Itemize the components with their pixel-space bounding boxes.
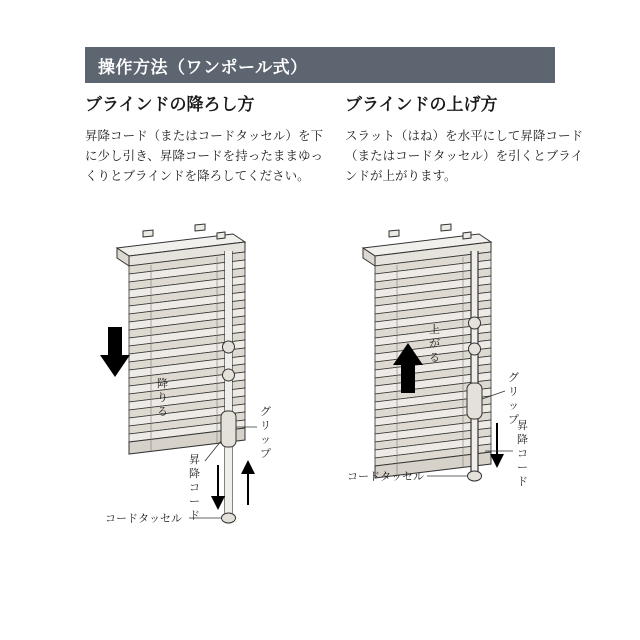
illustration-lower-blind bbox=[85, 215, 335, 545]
svg-text:降: 降 bbox=[189, 468, 200, 480]
section-header-bar bbox=[85, 47, 555, 83]
svg-text:ド: ド bbox=[189, 510, 200, 522]
grip-body bbox=[221, 411, 236, 447]
svg-text:り: り bbox=[157, 392, 168, 404]
cord-tassel bbox=[468, 471, 482, 481]
label-raise-arrow-text bbox=[429, 322, 440, 364]
svg-text:プ: プ bbox=[508, 414, 519, 426]
lower-blind-drawing bbox=[85, 215, 335, 545]
heading-raise-blind: ブラインドの上げ方 bbox=[345, 95, 498, 114]
svg-text:昇: 昇 bbox=[517, 420, 528, 432]
svg-text:る: る bbox=[157, 406, 168, 418]
column-lower-blind bbox=[85, 92, 323, 186]
svg-text:ー: ー bbox=[517, 462, 528, 474]
label-grip bbox=[508, 371, 519, 426]
raise-blind-drawing bbox=[345, 215, 595, 545]
svg-text:リ: リ bbox=[260, 420, 271, 432]
section-header-title: 操作方法（ワンポール式） bbox=[98, 57, 308, 77]
body-lower-blind: 昇降コード（またはコードタッセル）を下に少し引き、昇降コードを持ったままゆっくりとブラインドを降ろしてください。 bbox=[85, 129, 323, 183]
svg-text:る: る bbox=[429, 352, 440, 364]
svg-text:コ: コ bbox=[517, 448, 528, 460]
svg-text:昇: 昇 bbox=[189, 454, 200, 466]
heading-lower-blind: ブラインドの降ろし方 bbox=[85, 95, 255, 114]
svg-text:降: 降 bbox=[157, 378, 168, 390]
svg-text:ー: ー bbox=[189, 496, 200, 508]
cord-tassel bbox=[222, 513, 236, 523]
label-lower-arrow-text bbox=[157, 376, 168, 418]
svg-text:グ: グ bbox=[508, 372, 519, 384]
svg-text:リ: リ bbox=[508, 386, 519, 398]
body-raise-blind: スラット（はね）を水平にして昇降コード（またはコードタッセル）を引くとブラインドが上がります。 bbox=[345, 129, 583, 183]
label-cord-tassel: コードタッセル bbox=[105, 513, 182, 525]
label-cord-tassel: コードタッセル bbox=[347, 471, 424, 483]
svg-text:ド: ド bbox=[517, 476, 528, 488]
svg-text:上: 上 bbox=[429, 324, 440, 336]
svg-text:プ: プ bbox=[260, 448, 271, 460]
illustration-raise-blind bbox=[345, 215, 595, 545]
svg-text:コ: コ bbox=[189, 482, 200, 494]
svg-text:ッ: ッ bbox=[260, 434, 271, 446]
label-grip bbox=[260, 405, 271, 460]
svg-text:が: が bbox=[429, 338, 440, 350]
svg-text:グ: グ bbox=[260, 406, 271, 418]
column-raise-blind bbox=[345, 92, 583, 186]
svg-text:ッ: ッ bbox=[508, 400, 519, 412]
arrow-down-lower bbox=[100, 327, 130, 377]
label-lift-cord bbox=[189, 453, 200, 522]
svg-text:降: 降 bbox=[517, 434, 528, 446]
arrow-pair-lower bbox=[218, 465, 248, 505]
label-lift-cord bbox=[517, 419, 528, 488]
grip-body bbox=[467, 383, 482, 419]
